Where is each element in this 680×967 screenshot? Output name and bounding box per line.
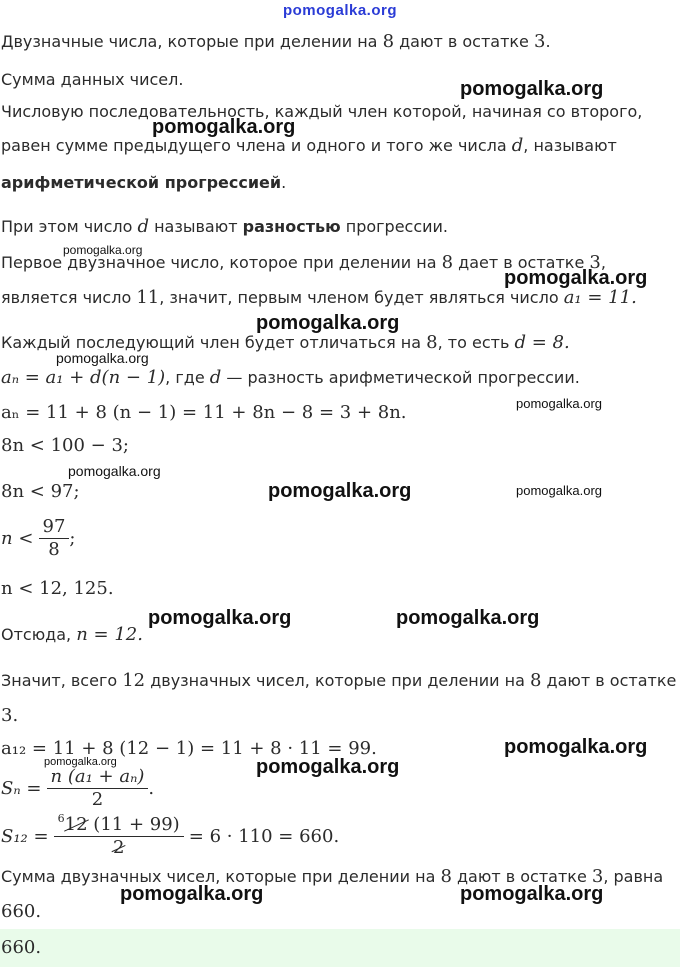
difference-line: При этом число d называют разностью прогрессии. — [1, 216, 449, 237]
step-line: Каждый последующий член будет отличаться на 8, то есть d = 8. — [1, 332, 570, 353]
watermark: pomogalka.org — [516, 483, 602, 498]
watermark: pomogalka.org — [152, 116, 296, 138]
watermark: pomogalka.org — [56, 350, 149, 366]
first-number-line-1: Первое двузначное число, которое при делении на 8 дает в остатке 3, — [1, 252, 606, 273]
watermark: pomogalka.org — [256, 756, 400, 778]
first-number-line-2: является число 11, значит, первым членом будет являться число a₁ = 11. — [1, 287, 637, 308]
answer-value: 660. — [1, 937, 42, 958]
cancelled-12: 12 — [64, 814, 88, 835]
inequality-line-3: n < $\frac{97}{8}$ ; — [1, 516, 76, 560]
top-watermark: pomogalka.org — [282, 2, 397, 19]
watermark: pomogalka.org — [396, 607, 540, 629]
inequality-line-2: 8n < 97; — [1, 481, 80, 502]
watermark: pomogalka.org — [44, 756, 117, 768]
task-line: Двузначные числа, которые при делении на 8 дают в остатке 3. — [1, 31, 551, 52]
final-sentence-line-1: Сумма двузначных чисел, которые при делении на 8 дают в остатке 3, равна — [1, 866, 664, 887]
count-line-2: 3. — [1, 705, 19, 726]
inequality-line-4: n < 12, 125. — [1, 578, 114, 599]
conclusion-line: Отсюда, n = 12. — [1, 624, 143, 645]
watermark: pomogalka.org — [68, 463, 161, 479]
count-line-1: Значит, всего 12 двузначных чисел, которые при делении на 8 дают в остатке — [1, 670, 677, 691]
sum-formula-line: Sₙ = $\frac{\text{n (a₁ + aₙ)}}{2}$ . — [1, 766, 155, 810]
watermark: pomogalka.org — [120, 883, 264, 905]
watermark: pomogalka.org — [148, 607, 292, 629]
watermark: pomogalka.org — [268, 480, 412, 502]
watermark: pomogalka.org — [460, 883, 604, 905]
answer-box — [0, 929, 680, 967]
watermark: pomogalka.org — [256, 312, 400, 334]
watermark: pomogalka.org — [460, 78, 604, 100]
definition-line-3: арифметической прогрессией. — [1, 173, 287, 192]
watermark: pomogalka.org — [504, 736, 648, 758]
last-term-line: a₁₂ = 11 + 8 (12 − 1) = 11 + 8 · 11 = 99. — [1, 738, 377, 759]
sum-formula-fraction: $\frac{\text{n (a₁ + aₙ)}}{2}$ — [47, 766, 149, 811]
nth-term-line: aₙ = 11 + 8 (n − 1) = 11 + 8n − 8 = 3 + 8n. — [1, 402, 407, 423]
watermark: pomogalka.org — [504, 267, 648, 289]
fraction-97-8: $\frac{97}{8}$ — [39, 516, 70, 561]
formula-line: aₙ = a₁ + d(n − 1), где d — разность арифметической прогрессии. — [1, 367, 580, 388]
final-sentence-line-2: 660. — [1, 901, 42, 922]
watermark: pomogalka.org — [516, 396, 602, 411]
inequality-line-1: 8n < 100 − 3; — [1, 435, 129, 456]
sum-calculation-fraction: $\frac{^612 (11 + 99)}{2}$ — [54, 814, 184, 859]
definition-line-1: Числовую последовательность, каждый член которой, начиная со второго, — [1, 102, 643, 121]
question-line: Сумма данных чисел. — [1, 70, 184, 89]
cancelled-2: 2 — [112, 837, 125, 858]
watermark: pomogalka.org — [63, 243, 143, 257]
sum-calculation-line: S₁₂ = $\frac{^612 (11 + 99)}{2}$ = 6 · 110 = 660. — [1, 812, 340, 858]
definition-line-2: равен сумме предыдущего члена и одного и того же числа d, называют — [1, 135, 617, 156]
